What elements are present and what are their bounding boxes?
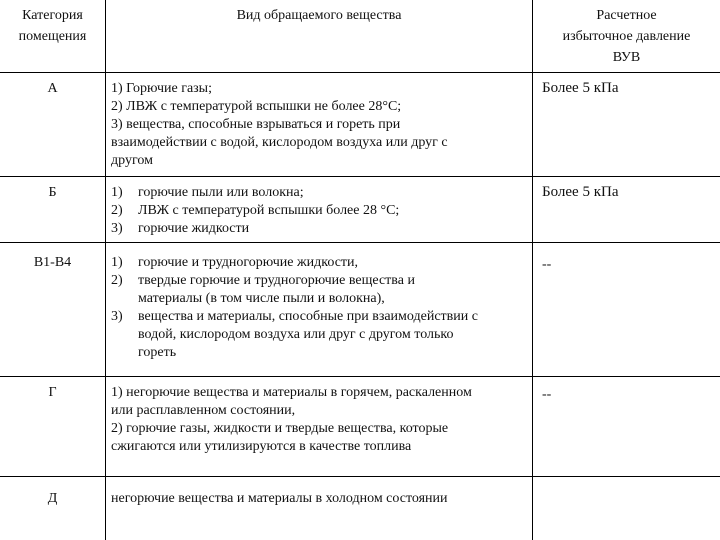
row-v-item-text: горючие и трудногорючие жидкости,: [138, 255, 359, 270]
row-g-line: или расплавленном состоянии,: [111, 403, 296, 418]
header-pressure-line3: ВУВ: [612, 50, 641, 65]
category-d: Д: [47, 491, 58, 506]
column-divider: [532, 0, 533, 540]
row-b-item-number: 1): [111, 185, 123, 200]
row-divider: [0, 376, 720, 377]
row-v-item-text: вещества и материалы, способные при взаимодействии с: [138, 309, 478, 324]
row-b-item-text: ЛВЖ с температурой вспышки более 28 °С;: [138, 203, 400, 218]
header-pressure-line2: избыточное давление: [562, 29, 691, 44]
pressure-b: Более 5 кПа: [542, 184, 619, 200]
header-category-line2: помещения: [18, 29, 87, 44]
row-b-item-text: горючие жидкости: [138, 221, 250, 236]
category-b: Б: [48, 185, 57, 200]
header-category-line1: Категория: [22, 8, 83, 23]
pressure-a: Более 5 кПа: [542, 80, 619, 96]
header-substance: Вид обращаемого вещества: [236, 8, 402, 23]
row-a-line: взаимодействии с водой, кислородом воздуха или друг с: [111, 135, 448, 150]
row-g-line: 1) негорючие вещества и материалы в горячем, раскаленном: [111, 385, 472, 400]
row-v-item-number: 1): [111, 255, 123, 270]
pressure-v: --: [542, 257, 552, 272]
header-pressure-line1: Расчетное: [596, 8, 657, 23]
row-b-item-text: горючие пыли или волокна;: [138, 185, 304, 200]
row-b-item-number: 3): [111, 221, 123, 236]
category-a: А: [47, 81, 58, 96]
row-divider: [0, 72, 720, 73]
row-v-item-text: материалы (в том числе пыли и волокна),: [138, 291, 385, 306]
row-a-line: 2) ЛВЖ с температурой вспышки не более 28°С;: [111, 99, 402, 114]
row-a-line: 3) вещества, способные взрываться и гореть при: [111, 117, 401, 132]
row-v-item-text: гореть: [138, 345, 177, 360]
row-a-line: 1) Горючие газы;: [111, 81, 212, 96]
row-g-line: сжигаются или утилизируются в качестве топлива: [111, 439, 412, 454]
row-divider: [0, 176, 720, 177]
row-d-line: негорючие вещества и материалы в холодном состоянии: [111, 491, 448, 506]
row-divider: [0, 242, 720, 243]
row-divider: [0, 476, 720, 477]
row-v-item-number: 3): [111, 309, 123, 324]
column-divider: [105, 0, 106, 540]
category-g: Г: [48, 385, 57, 400]
category-v1-v4: В1-В4: [33, 255, 72, 270]
row-v-item-text: твердые горючие и трудногорючие вещества и: [138, 273, 415, 288]
row-v-item-number: 2): [111, 273, 123, 288]
row-g-line: 2) горючие газы, жидкости и твердые вещества, которые: [111, 421, 449, 436]
pressure-g: --: [542, 387, 552, 402]
row-a-line: другом: [111, 153, 153, 168]
row-v-item-text: водой, кислородом воздуха или друг с другом только: [138, 327, 454, 342]
row-b-item-number: 2): [111, 203, 123, 218]
